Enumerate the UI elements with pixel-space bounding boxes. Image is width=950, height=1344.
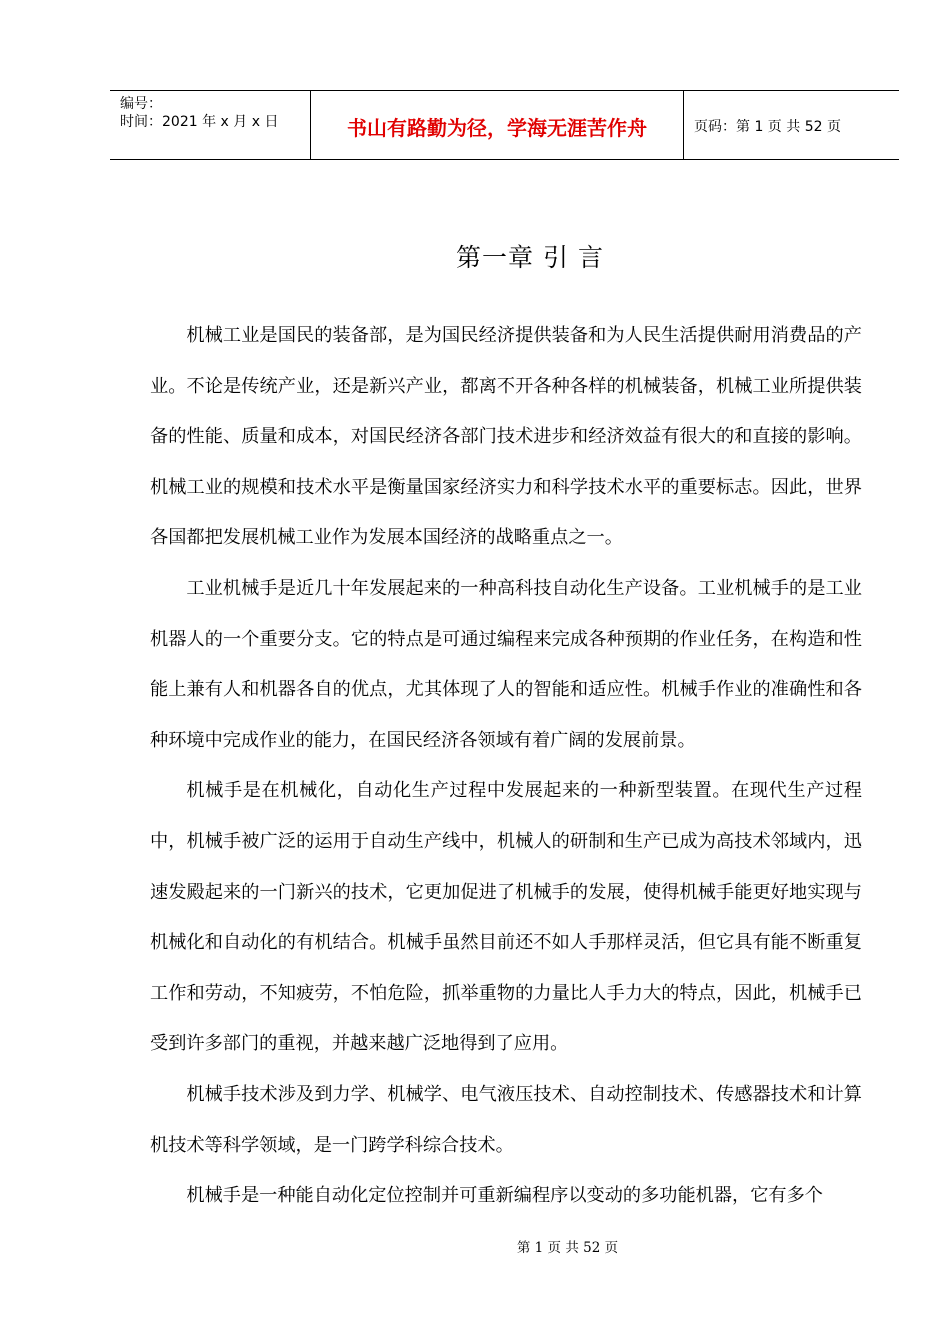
document-number-label: 编号： (120, 96, 162, 112)
header-page-info: 页码：第 1 页 共 52 页 (694, 119, 841, 135)
document-header (110, 90, 899, 160)
chapter-title: 第一章 引 言 (456, 243, 604, 272)
document-body (150, 311, 862, 1222)
paragraph: 机械手技术涉及到力学、机械学、电气液压技术、自动控制技术、传感器技术和计算机技术等科学领域，是一门跨学科综合技术。 (150, 1083, 862, 1156)
paragraph: 工业机械手是近几十年发展起来的一种高科技自动化生产设备。工业机械手的是工业机器人的一个重要分支。它的特点是可通过编程来完成各种预期的作业任务，在构造和性能上兼有人和机器各自的优点，尤其体现了人的智能和适应性。机械手作业的准确性和各种环境中完成作业的能力，在国民经济各领域有着广阔的发展前景。 (150, 577, 862, 751)
page-footer: 第 1 页 共 52 页 (516, 1240, 619, 1256)
document-date: 时间：2021 年 x 月 x 日 (120, 114, 279, 130)
header-motto: 书山有路勤为径，学海无涯苦作舟 (311, 91, 684, 159)
paragraph: 机械手是一种能自动化定位控制并可重新编程序以变动的多功能机器，它有多个 (186, 1185, 823, 1207)
paragraph: 机械工业是国民的装备部，是为国民经济提供装备和为人民生活提供耐用消费品的产业。不论是传统产业，还是新兴产业，都离不开各种各样的机械装备，机械工业所提供装备的性能、质量和成本，对国民经济各部门技术进步和经济效益有很大的和直接的影响。机械工业的规模和技术水平是衡量国家经济实力和科学技术水平的重要标志。因此，世界各国都把发展机械工业作为发展本国经济的战略重点之一。 (150, 325, 862, 549)
paragraph: 机械手是在机械化，自动化生产过程中发展起来的一种新型装置。在现代生产过程中，机械手被广泛的运用于自动生产线中，机械人的研制和生产已成为高技术邻域内，迅速发殿起来的一门新兴的技术，它更加促进了机械手的发展，使得机械手能更好地实现与机械化和自动化的有机结合。机械手虽然目前还不如人手那样灵活，但它具有能不断重复工作和劳动，不知疲劳，不怕危险，抓举重物的力量比人手力大的特点，因此，机械手已受到许多部门的重视，并越来越广泛地得到了应用。 (150, 780, 862, 1055)
header-meta-cell (110, 91, 311, 159)
